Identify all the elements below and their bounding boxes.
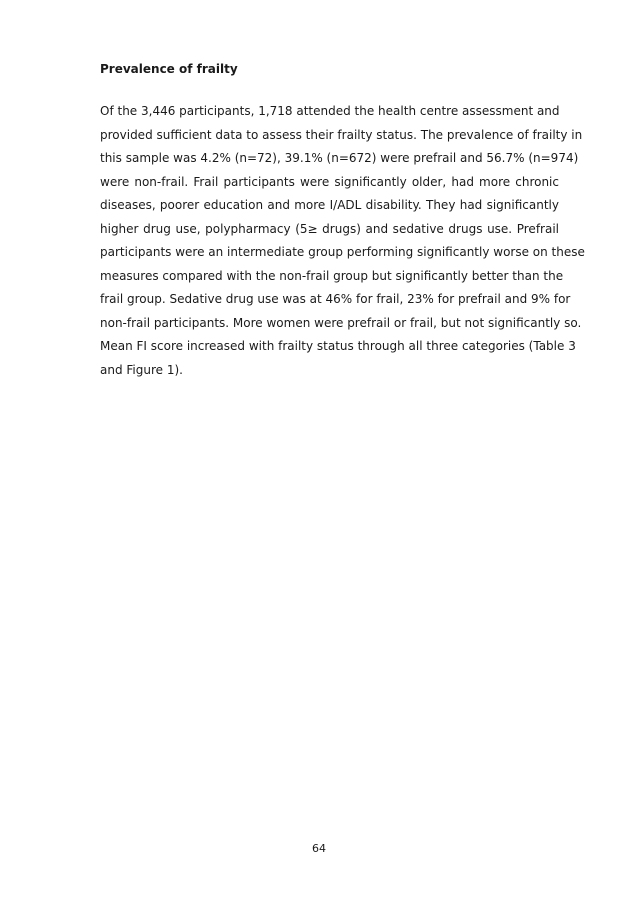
paragraph-line: measures compared with the non-frail group but significantly better than the (100, 268, 564, 283)
paragraph-line: participants were an intermediate group performing significantly worse on these (100, 245, 585, 259)
paragraph-line: this sample was 4.2% (n=72), 39.1% (n=672) were prefrail and 56.7% (n=974) (100, 151, 579, 165)
paragraph-line: Mean FI score increased with frailty status through all three categories (Table 3 (100, 339, 576, 353)
paragraph-line: were non-frail. Frail participants were significantly older, had more chronic (100, 174, 559, 189)
section-heading: Prevalence of frailty (100, 62, 238, 76)
paragraph-line: frail group. Sedative drug use was at 46% for frail, 23% for prefrail and 9% for (100, 292, 571, 306)
paragraph-line: non-frail participants. More women were prefrail or frail, but not significantly so. (100, 315, 582, 330)
paragraph-line: Of the 3,446 participants, 1,718 attended the health centre assessment and (100, 104, 560, 118)
paragraph-line: diseases, poorer education and more I/ADL disability. They had significantly (100, 198, 559, 212)
paragraph-line: and Figure 1). (100, 362, 183, 377)
page-number: 64 (312, 842, 326, 855)
body-paragraph (100, 100, 585, 382)
paragraph-line: higher drug use, polypharmacy (5≥ drugs) and sedative drugs use. Prefrail (100, 221, 559, 236)
paragraph-line: provided sufficient data to assess their frailty status. The prevalence of frailty in (100, 127, 583, 142)
